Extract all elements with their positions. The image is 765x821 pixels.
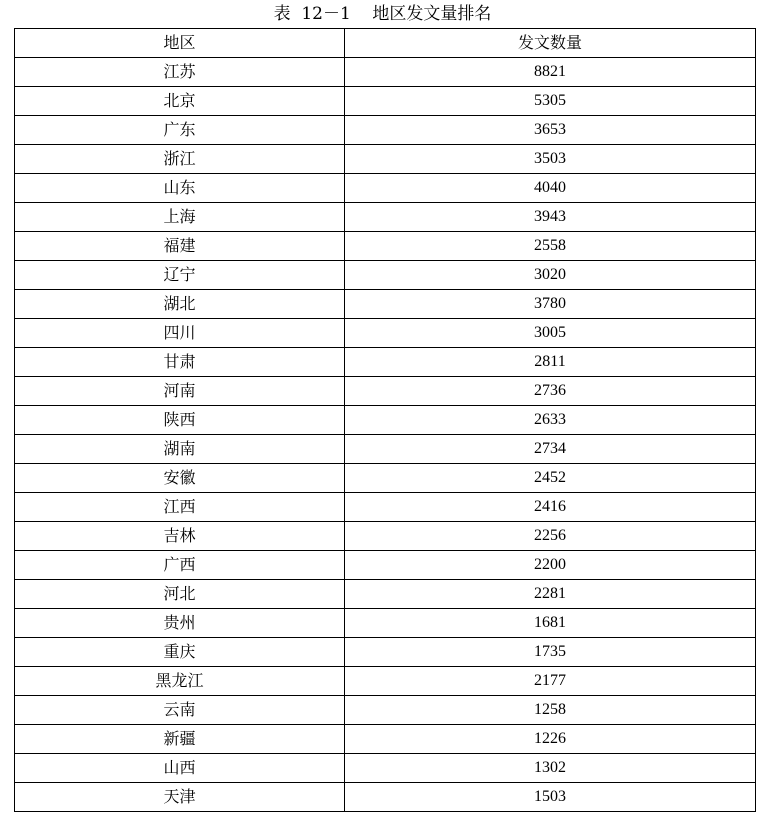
count-cell: 2633 xyxy=(345,406,756,435)
region-cell: 吉林 xyxy=(15,522,345,551)
table-row xyxy=(15,116,756,145)
count-cell: 4040 xyxy=(345,174,756,203)
table-row xyxy=(15,58,756,87)
count-cell: 2734 xyxy=(345,435,756,464)
region-cell: 上海 xyxy=(15,203,345,232)
region-cell: 湖南 xyxy=(15,435,345,464)
count-cell: 2256 xyxy=(345,522,756,551)
table-row xyxy=(15,754,756,783)
region-cell: 湖北 xyxy=(15,290,345,319)
count-cell: 5305 xyxy=(345,87,756,116)
table-row xyxy=(15,290,756,319)
count-cell: 2281 xyxy=(345,580,756,609)
region-cell: 广西 xyxy=(15,551,345,580)
table-row xyxy=(15,145,756,174)
column-header-region: 地区 xyxy=(15,29,345,58)
region-cell: 天津 xyxy=(15,783,345,812)
table-row xyxy=(15,493,756,522)
table-row xyxy=(15,319,756,348)
column-header-count: 发文数量 xyxy=(345,29,756,58)
table-row xyxy=(15,406,756,435)
table-header-row xyxy=(15,29,756,58)
count-cell: 1681 xyxy=(345,609,756,638)
count-cell: 2200 xyxy=(345,551,756,580)
table-row xyxy=(15,87,756,116)
table-row xyxy=(15,464,756,493)
count-cell: 2558 xyxy=(345,232,756,261)
region-cell: 贵州 xyxy=(15,609,345,638)
region-cell: 河南 xyxy=(15,377,345,406)
table-row xyxy=(15,783,756,812)
region-cell: 安徽 xyxy=(15,464,345,493)
region-cell: 新疆 xyxy=(15,725,345,754)
region-cell: 浙江 xyxy=(15,145,345,174)
count-cell: 1226 xyxy=(345,725,756,754)
count-cell: 3943 xyxy=(345,203,756,232)
count-cell: 2177 xyxy=(345,667,756,696)
region-cell: 四川 xyxy=(15,319,345,348)
table-row xyxy=(15,377,756,406)
table-row xyxy=(15,174,756,203)
count-cell: 1735 xyxy=(345,638,756,667)
table-row xyxy=(15,348,756,377)
table-row xyxy=(15,638,756,667)
table-row xyxy=(15,551,756,580)
count-cell: 2736 xyxy=(345,377,756,406)
table-row xyxy=(15,580,756,609)
region-cell: 广东 xyxy=(15,116,345,145)
table-row xyxy=(15,667,756,696)
count-cell: 3780 xyxy=(345,290,756,319)
region-cell: 江苏 xyxy=(15,58,345,87)
region-cell: 甘肃 xyxy=(15,348,345,377)
count-cell: 1258 xyxy=(345,696,756,725)
table-row xyxy=(15,696,756,725)
count-cell: 3020 xyxy=(345,261,756,290)
table-row xyxy=(15,435,756,464)
region-cell: 重庆 xyxy=(15,638,345,667)
table-row xyxy=(15,261,756,290)
region-cell: 北京 xyxy=(15,87,345,116)
count-cell: 2811 xyxy=(345,348,756,377)
table-caption: 表 12－1 地区发文量排名 xyxy=(273,4,492,24)
region-publication-table xyxy=(14,28,756,812)
count-cell: 3503 xyxy=(345,145,756,174)
count-cell: 3005 xyxy=(345,319,756,348)
table-row xyxy=(15,522,756,551)
region-cell: 云南 xyxy=(15,696,345,725)
table-row xyxy=(15,232,756,261)
count-cell: 8821 xyxy=(345,58,756,87)
region-cell: 江西 xyxy=(15,493,345,522)
count-cell: 1503 xyxy=(345,783,756,812)
table-row xyxy=(15,725,756,754)
region-cell: 辽宁 xyxy=(15,261,345,290)
table-row xyxy=(15,203,756,232)
table-row xyxy=(15,609,756,638)
region-cell: 山东 xyxy=(15,174,345,203)
count-cell: 2416 xyxy=(345,493,756,522)
region-cell: 山西 xyxy=(15,754,345,783)
count-cell: 3653 xyxy=(345,116,756,145)
count-cell: 2452 xyxy=(345,464,756,493)
region-cell: 福建 xyxy=(15,232,345,261)
count-cell: 1302 xyxy=(345,754,756,783)
table-body xyxy=(15,58,756,812)
region-cell: 陕西 xyxy=(15,406,345,435)
region-cell: 黑龙江 xyxy=(15,667,345,696)
region-cell: 河北 xyxy=(15,580,345,609)
